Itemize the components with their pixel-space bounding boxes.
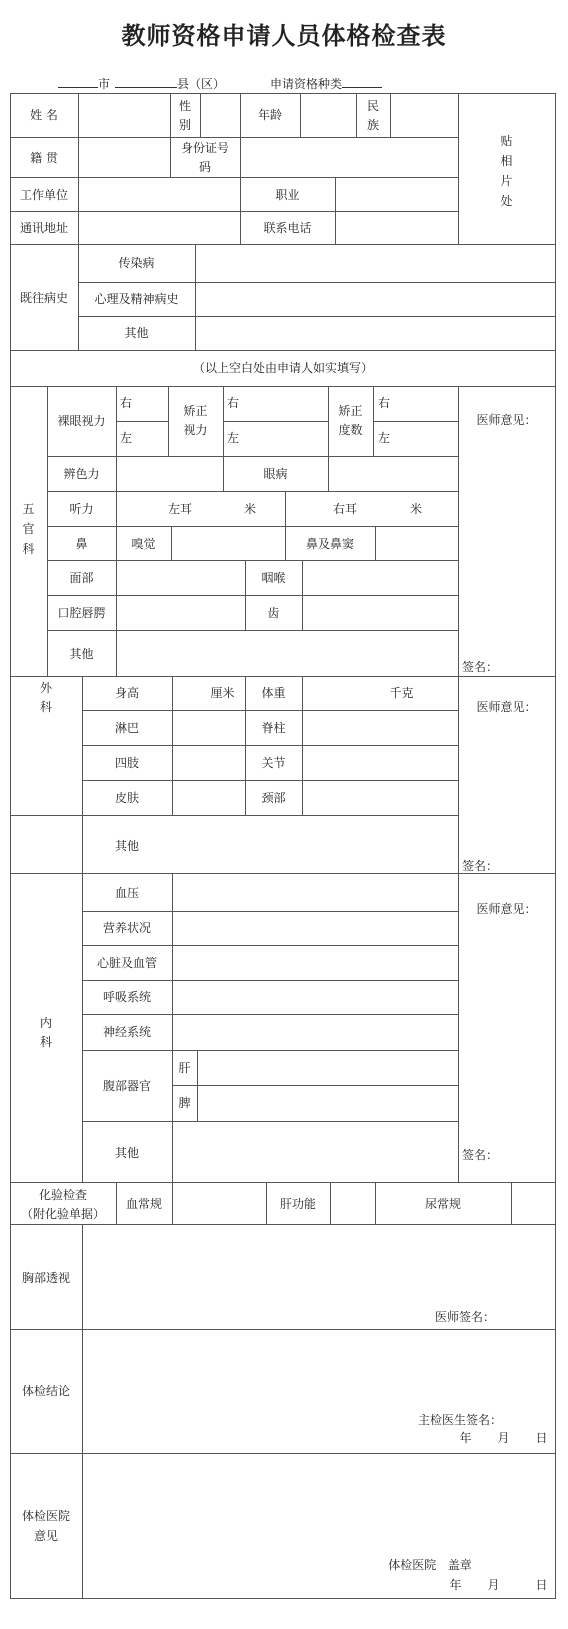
- grid-line-vertical: [555, 93, 556, 1599]
- sex-label-2: 别: [178, 118, 191, 132]
- face-label: 面部: [69, 571, 94, 585]
- grid-line-vertical: [171, 526, 172, 560]
- photo-label-2: 相: [500, 154, 513, 168]
- grid-line-vertical: [240, 137, 241, 177]
- grid-line-vertical: [390, 93, 391, 137]
- grid-line-horizontal: [10, 1182, 556, 1183]
- oral-label: 口腔唇腭: [57, 606, 106, 620]
- mental-history-label: 心理及精神病史: [94, 292, 179, 306]
- grid-line-horizontal: [10, 1598, 556, 1599]
- internal-other-label: 其他: [114, 1146, 139, 1160]
- joints-label: 关节: [261, 756, 286, 770]
- surgery-other-label: 其他: [114, 839, 139, 853]
- grid-line-horizontal: [10, 211, 459, 212]
- cm-label: 厘米: [210, 686, 235, 700]
- grid-line-vertical: [172, 1182, 173, 1224]
- kg-label: 千克: [389, 686, 414, 700]
- liver-label: 肝: [178, 1061, 191, 1075]
- naked-vision-label: 裸眼视力: [57, 414, 106, 428]
- name-label: 姓 名: [30, 108, 58, 122]
- grid-line-vertical: [116, 456, 117, 676]
- spine-label: 脊柱: [261, 721, 286, 735]
- conclusion-day: 日: [535, 1431, 548, 1445]
- phone-label: 联系电话: [263, 221, 312, 235]
- native-place-label: 籍 贯: [30, 151, 58, 165]
- heart-label: 心脏及血管: [96, 956, 157, 970]
- ent-section-label-3: 科: [22, 542, 35, 556]
- internal-doctor-opinion: 医师意见：: [476, 902, 537, 916]
- nervous-label: 神经系统: [102, 1025, 151, 1039]
- photo-label-1: 贴: [500, 134, 513, 148]
- surgery-doctor-opinion: 医师意见：: [476, 700, 537, 714]
- grid-line-horizontal: [10, 676, 556, 677]
- spleen-label: 脾: [178, 1096, 191, 1110]
- grid-line-horizontal: [78, 282, 556, 283]
- grid-line-horizontal: [10, 815, 459, 816]
- grid-line-vertical: [328, 456, 329, 491]
- grid-line-horizontal: [47, 595, 459, 596]
- age-label: 年龄: [257, 108, 282, 122]
- conclusion-month: 月: [497, 1431, 510, 1445]
- ent-section-label-2: 官: [22, 522, 35, 536]
- left-ear-label: 左耳: [167, 502, 192, 516]
- neck-label: 颈部: [261, 791, 286, 805]
- grid-line-horizontal: [82, 980, 459, 981]
- county-field[interactable]: [115, 75, 225, 92]
- blood-routine-label: 血常规: [125, 1197, 162, 1211]
- grid-line-horizontal: [10, 1224, 556, 1225]
- county-suffix: 县（区）: [177, 77, 226, 91]
- grid-line-vertical: [47, 386, 48, 676]
- grid-line-horizontal: [82, 911, 459, 912]
- lab-label-1: 化验检查: [38, 1188, 87, 1202]
- grid-line-horizontal: [10, 1453, 556, 1454]
- teeth-label: 齿: [267, 606, 280, 620]
- grid-line-horizontal: [223, 421, 329, 422]
- grid-line-vertical: [458, 386, 459, 676]
- lab-label-2: （附化验单据）: [20, 1207, 105, 1221]
- liver-function-label: 肝功能: [279, 1197, 316, 1211]
- workplace-label: 工作单位: [19, 188, 68, 202]
- internal-section-label-2: 科: [39, 1035, 52, 1049]
- surgery-section-label-1: 外: [39, 681, 52, 695]
- hospital-stamp: 体检医院 盖章: [388, 1558, 472, 1572]
- surgery-section-label-2: 科: [39, 700, 52, 714]
- grid-line-horizontal: [10, 350, 556, 351]
- grid-line-vertical: [78, 93, 79, 244]
- degree-right-label: 右: [377, 396, 390, 410]
- occupation-label: 职业: [275, 188, 300, 202]
- naked-right-label: 右: [119, 396, 132, 410]
- urine-routine-label: 尿常规: [424, 1197, 461, 1211]
- skin-label: 皮肤: [114, 791, 139, 805]
- grid-line-horizontal: [82, 710, 459, 711]
- history-other-label: 其他: [124, 326, 149, 340]
- id-number-label-2: 码: [198, 160, 211, 174]
- conclusion-label: 体检结论: [21, 1384, 70, 1398]
- surgery-signature: 签名：: [462, 859, 499, 873]
- grid-line-horizontal: [78, 316, 556, 317]
- chest-xray-label: 胸部透视: [21, 1271, 70, 1285]
- hospital-opinion-label-2: 意见: [33, 1529, 58, 1543]
- ent-other-label: 其他: [69, 647, 94, 661]
- grid-line-vertical: [511, 1182, 512, 1224]
- corrected-vision-label-2: 视力: [183, 423, 208, 437]
- grid-line-vertical: [375, 526, 376, 560]
- nutrition-label: 营养状况: [102, 921, 151, 935]
- nose-label: 鼻: [75, 537, 88, 551]
- corrected-left-label: 左: [226, 431, 239, 445]
- left-ear-meter: 米: [243, 502, 256, 516]
- address-label: 通讯地址: [19, 221, 68, 235]
- grid-line-vertical: [10, 93, 11, 1599]
- throat-label: 咽喉: [261, 571, 286, 585]
- corrected-vision-label-1: 矫正: [183, 404, 208, 418]
- abdominal-label: 腹部器官: [102, 1079, 151, 1093]
- applicant-note: （以上空白处由申请人如实填写）: [192, 361, 373, 375]
- grid-line-horizontal: [47, 456, 459, 457]
- sex-label-1: 性: [178, 99, 191, 113]
- grid-line-vertical: [458, 93, 459, 244]
- ethnic-label-1: 民: [366, 99, 379, 113]
- grid-line-horizontal: [82, 1121, 459, 1122]
- grid-line-horizontal: [82, 780, 459, 781]
- height-label: 身高: [114, 686, 139, 700]
- limbs-label: 四肢: [114, 756, 139, 770]
- grid-line-vertical: [300, 93, 301, 137]
- qualification-label: 申请资格种类: [270, 77, 343, 91]
- county-blank[interactable]: [115, 76, 177, 88]
- grid-line-vertical: [200, 93, 201, 137]
- color-vision-label: 辨色力: [63, 467, 100, 481]
- grid-line-horizontal: [82, 1050, 459, 1051]
- grid-line-horizontal: [10, 177, 459, 178]
- hearing-label: 听力: [69, 502, 94, 516]
- grid-line-vertical: [285, 491, 286, 526]
- blood-pressure-label: 血压: [114, 886, 139, 900]
- hospital-year: 年: [449, 1578, 462, 1592]
- form-title: 教师资格申请人员体格检查表: [121, 22, 447, 50]
- internal-signature: 签名：: [462, 1148, 499, 1162]
- sinus-label: 鼻及鼻窦: [305, 537, 354, 551]
- infectious-disease-label: 传染病: [118, 256, 155, 270]
- corrected-right-label: 右: [226, 396, 239, 410]
- grid-line-horizontal: [172, 1085, 459, 1086]
- chest-doctor-signature: 医师签名：: [434, 1310, 495, 1324]
- grid-line-horizontal: [116, 421, 169, 422]
- weight-label: 体重: [261, 686, 286, 700]
- conclusion-year: 年: [459, 1431, 472, 1445]
- photo-label-3: 片: [500, 174, 513, 188]
- naked-left-label: 左: [119, 431, 132, 445]
- ent-section-label-1: 五: [22, 502, 35, 516]
- qualification-blank[interactable]: [342, 76, 382, 88]
- city-suffix: 市: [98, 77, 111, 91]
- grid-line-horizontal: [47, 526, 459, 527]
- grid-line-vertical: [458, 873, 459, 1182]
- smell-label: 嗅觉: [131, 537, 156, 551]
- right-ear-meter: 米: [409, 502, 422, 516]
- grid-line-horizontal: [10, 137, 459, 138]
- grid-line-vertical: [330, 1182, 331, 1224]
- qualification-field[interactable]: [270, 75, 382, 92]
- grid-line-horizontal: [82, 745, 459, 746]
- grid-line-horizontal: [82, 945, 459, 946]
- grid-line-horizontal: [373, 421, 459, 422]
- correction-degree-label-1: 矫正: [338, 404, 363, 418]
- grid-line-vertical: [172, 873, 173, 1182]
- right-ear-label: 右耳: [332, 502, 357, 516]
- grid-line-horizontal: [10, 1329, 556, 1330]
- city-blank[interactable]: [58, 76, 98, 88]
- hospital-opinion-label-1: 体检医院: [21, 1509, 70, 1523]
- photo-label-4: 处: [500, 194, 513, 208]
- hospital-day: 日: [535, 1578, 548, 1592]
- internal-section-label-1: 内: [39, 1016, 52, 1030]
- eye-disease-label: 眼病: [263, 467, 288, 481]
- grid-line-horizontal: [47, 630, 459, 631]
- grid-line-horizontal: [47, 491, 459, 492]
- lymph-label: 淋巴: [114, 721, 139, 735]
- grid-line-horizontal: [10, 93, 556, 94]
- ethnic-label-2: 族: [366, 118, 379, 132]
- grid-line-vertical: [82, 1224, 83, 1599]
- id-number-label-1: 身份证号: [180, 141, 229, 155]
- grid-line-vertical: [195, 244, 196, 350]
- history-label: 既往病史: [19, 291, 68, 305]
- degree-left-label: 左: [377, 431, 390, 445]
- grid-line-horizontal: [10, 244, 556, 245]
- hospital-month: 月: [487, 1578, 500, 1592]
- grid-line-horizontal: [82, 1014, 459, 1015]
- chief-doctor-signature: 主检医生签名：: [417, 1413, 502, 1427]
- respiratory-label: 呼吸系统: [102, 990, 151, 1004]
- grid-line-horizontal: [10, 386, 556, 387]
- correction-degree-label-2: 度数: [338, 423, 363, 437]
- ent-doctor-opinion: 医师意见：: [476, 413, 537, 427]
- grid-line-horizontal: [10, 873, 556, 874]
- city-field[interactable]: [58, 75, 110, 92]
- grid-line-horizontal: [47, 560, 459, 561]
- ent-signature: 签名：: [462, 660, 499, 674]
